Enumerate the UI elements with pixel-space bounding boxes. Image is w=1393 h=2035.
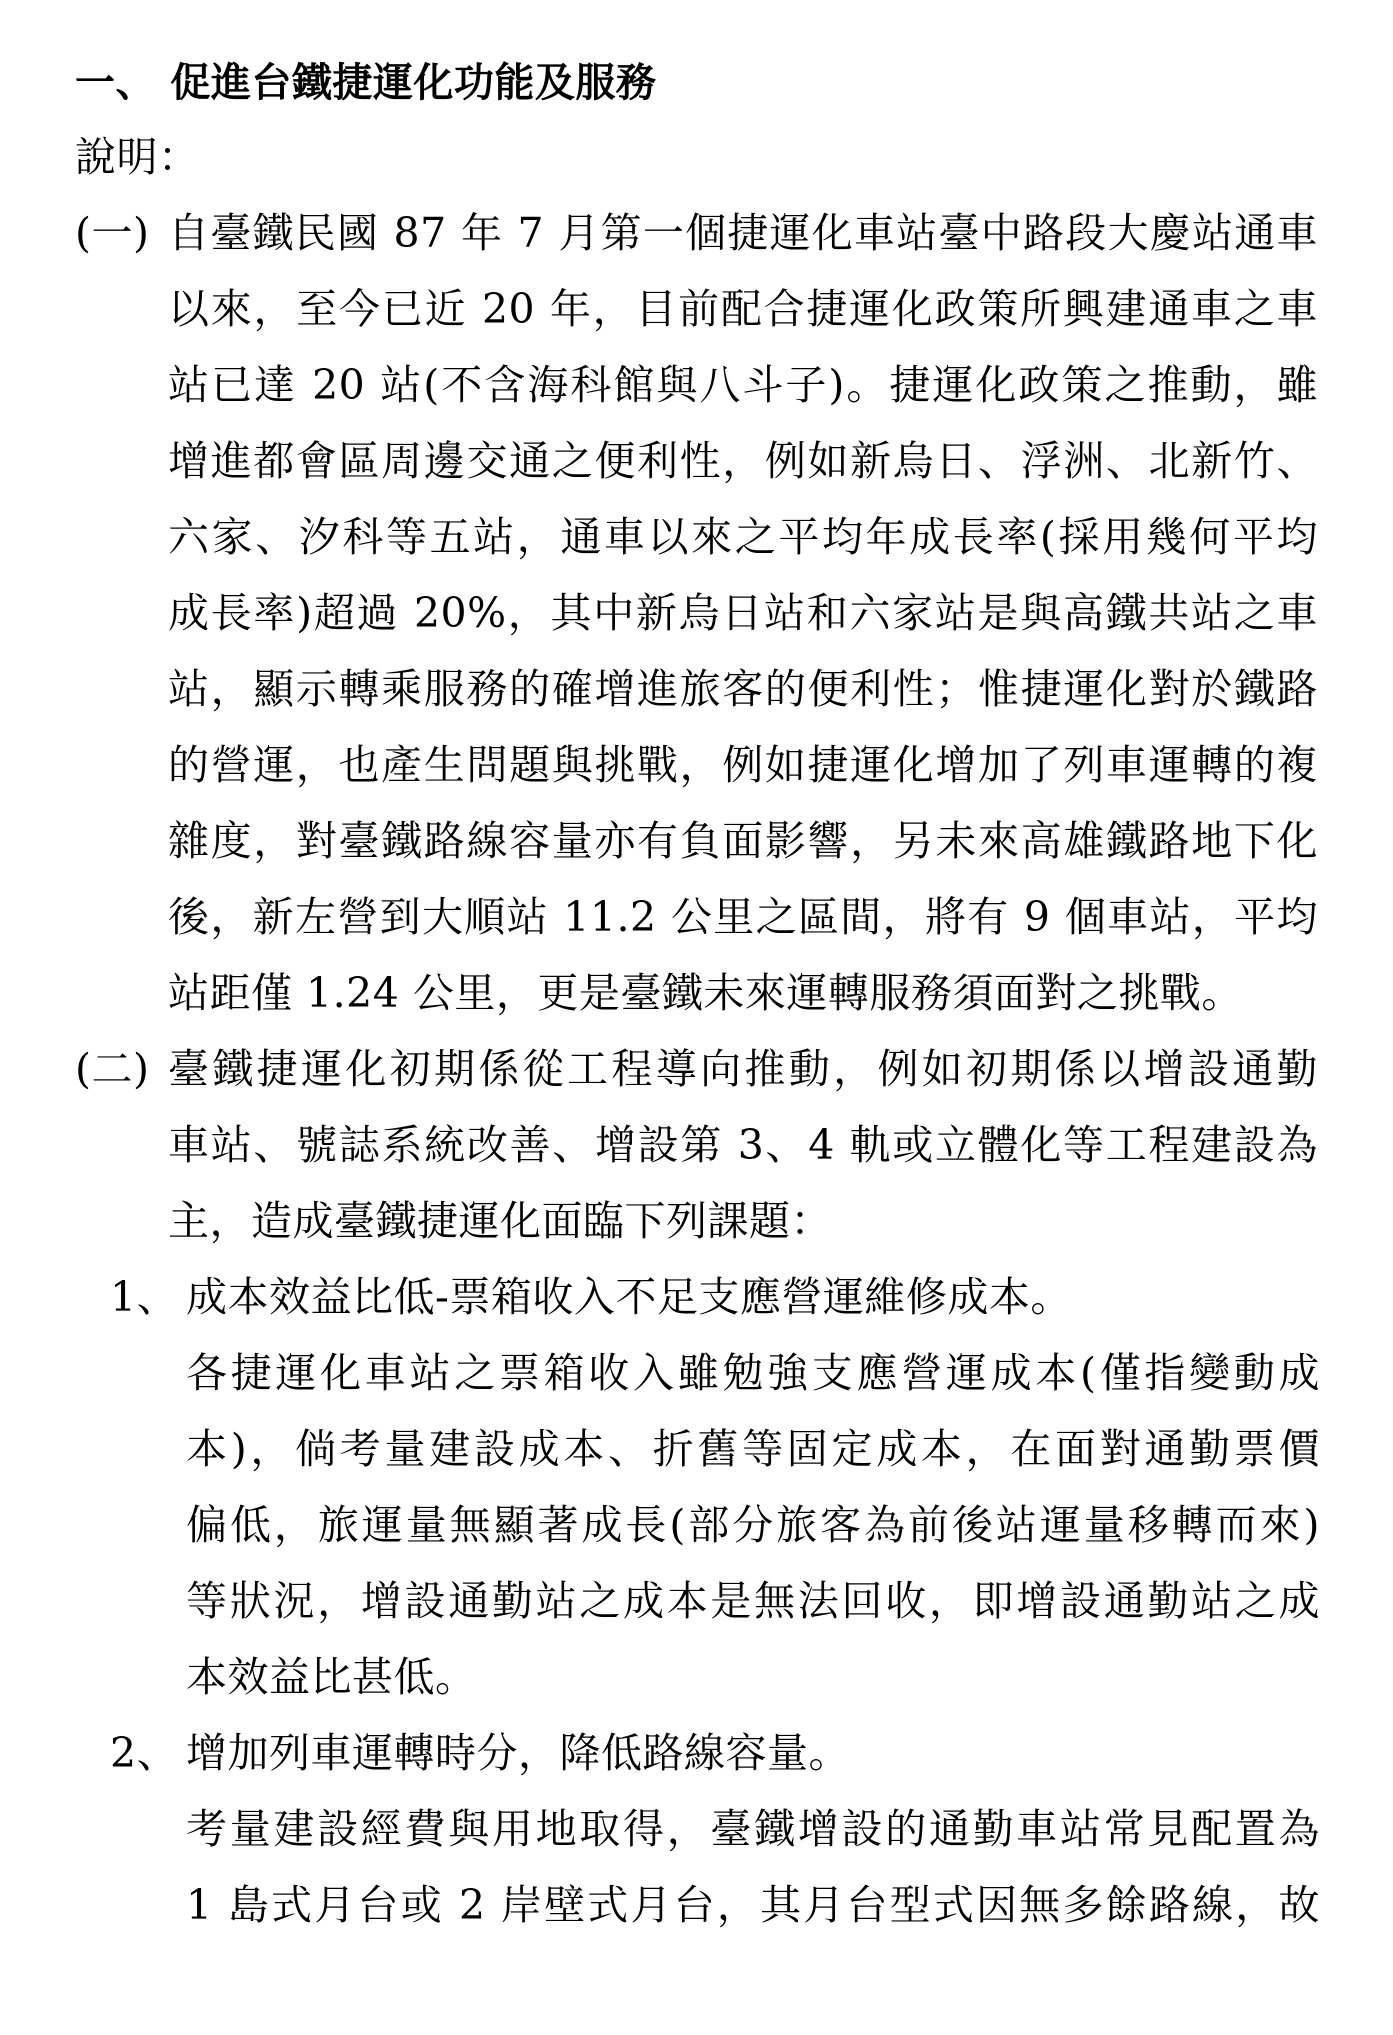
section-2-line-1: 臺鐵捷運化初期係從工程導向推動，例如初期係以增設通勤 (168, 1045, 1318, 1093)
item-1-line-5: 本效益比甚低。 (186, 1653, 477, 1701)
item-1-line-2: 本)，倘考量建設成本、折舊等固定成本，在面對通勤票價 (186, 1425, 1320, 1473)
section-2-label: (二) (75, 1045, 150, 1093)
item-2-line-2: 1 島式月台或 2 岸壁式月台，其月台型式因無多餘路線，故 (186, 1881, 1320, 1929)
section-1-line-7: 站，顯示轉乘服務的確增進旅客的便利性；惟捷運化對於鐵路 (168, 665, 1318, 713)
item-1-line-3: 偏低，旅運量無顯著成長(部分旅客為前後站運量移轉而來) (186, 1501, 1320, 1549)
section-1-line-5: 六家、汐科等五站，通車以來之平均年成長率(採用幾何平均 (168, 513, 1318, 561)
section-1-line-1: 自臺鐵民國 87 年 7 月第一個捷運化車站臺中路段大慶站通車 (168, 209, 1318, 257)
item-2-line-1: 考量建設經費與用地取得，臺鐵增設的通勤車站常見配置為 (186, 1805, 1320, 1853)
section-heading: 一、 促進台鐵捷運化功能及服務 (75, 60, 657, 106)
section-1-line-3: 站已達 20 站(不含海科館與八斗子)。捷運化政策之推動，雖 (168, 361, 1318, 409)
item-2-number: 2、 (110, 1729, 179, 1777)
item-1-number: 1、 (110, 1273, 179, 1321)
section-1-line-6: 成長率)超過 20%，其中新烏日站和六家站是與高鐵共站之車 (168, 589, 1318, 637)
item-2-title: 增加列車運轉時分，降低路線容量。 (186, 1729, 850, 1777)
section-1-line-4: 增進都會區周邊交通之便利性，例如新烏日、浮洲、北新竹、 (168, 437, 1318, 485)
section-2-line-2: 車站、號誌系統改善、增設第 3、4 軌或立體化等工程建設為 (168, 1121, 1318, 1169)
section-1-line-2: 以來，至今已近 20 年，目前配合捷運化政策所興建通車之車 (168, 285, 1318, 333)
section-2-line-3: 主，造成臺鐵捷運化面臨下列課題： (168, 1197, 832, 1245)
section-1-line-9: 雜度，對臺鐵路線容量亦有負面影響，另未來高雄鐵路地下化 (168, 817, 1318, 865)
item-1-line-1: 各捷運化車站之票箱收入雖勉強支應營運成本(僅指變動成 (186, 1349, 1320, 1397)
section-1-line-11: 站距僅 1.24 公里，更是臺鐵未來運轉服務須面對之挑戰。 (168, 969, 1243, 1017)
item-1-title: 成本效益比低-票箱收入不足支應營運維修成本。 (186, 1273, 1072, 1321)
section-1-label: (一) (75, 209, 150, 257)
section-1-line-8: 的營運，也產生問題與挑戰，例如捷運化增加了列車運轉的複 (168, 741, 1318, 789)
item-1-line-4: 等狀況，增設通勤站之成本是無法回收，即增設通勤站之成 (186, 1577, 1320, 1625)
section-1-line-10: 後，新左營到大順站 11.2 公里之區間，將有 9 個車站，平均 (168, 893, 1318, 941)
description-label: 說明： (75, 133, 200, 181)
